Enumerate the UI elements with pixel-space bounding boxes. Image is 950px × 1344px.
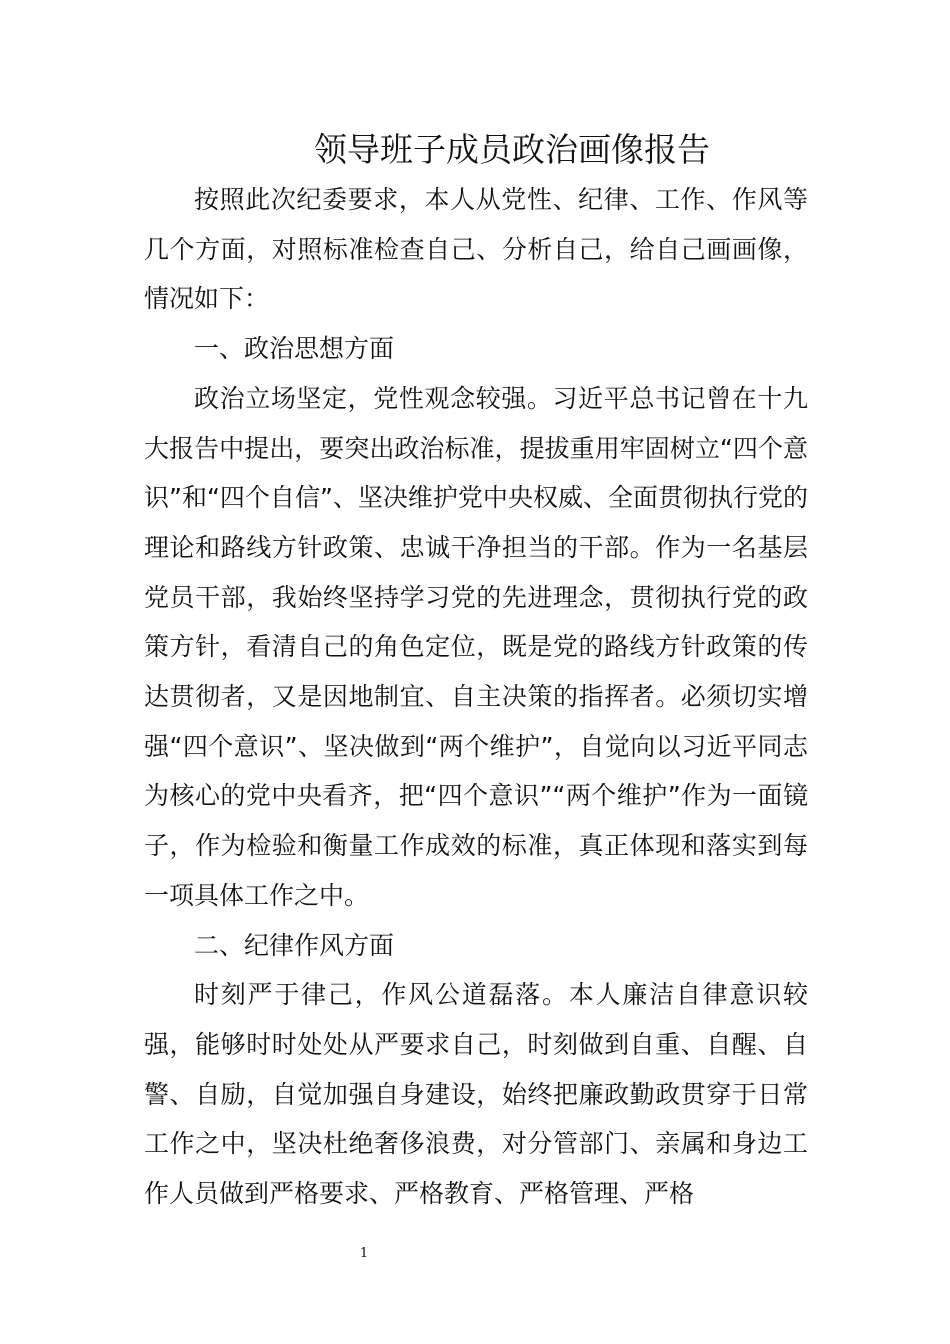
intro-paragraph: 按照此次纪委要求，本人从党性、纪律、工作、作风等几个方面，对照标准检查自己、分析自己，给自己画画像，情况如下：	[144, 185, 808, 314]
section-heading-political: 一、政治思想方面	[194, 334, 395, 364]
section-paragraph-political: 政治立场坚定，党性观念较强。习近平总书记曾在十九大报告中提出，要突出政治标准，提拔重用牢固树立“四个意识”和“四个自信”、坚决维护党中央权威、全面贯彻执行党的理论和路线方针政策、忠诚干净担当的干部。作为一名基层党员干部，我始终坚持学习党的先进理念，贯彻执行党的政策方针，看清自己的角色定位，既是党的路线方针政策的传达贯彻者，又是因地制宜、自主决策的指挥者。必须切实增强“四个意识”、坚决做到“两个维护”，自觉向以习近平同志为核心的党中央看齐，把“四个意识”“两个维护”作为一面镜子，作为检验和衡量工作成效的标准，真正体现和落实到每一项具体工作之中。	[144, 383, 808, 910]
document-body	[144, 175, 808, 1219]
section-paragraph-discipline: 时刻严于律己，作风公道磊落。本人廉洁自律意识较强，能够时时处处从严要求自己，时刻做到自重、自醒、自警、自励，自觉加强自身建设，始终把廉政勤政贯穿于日常工作之中，坚决杜绝奢侈浪费，对分管部门、亲属和身边工作人员做到严格要求、严格教育、严格管理、严格	[144, 980, 808, 1209]
page-number: 1	[359, 1246, 369, 1261]
document-title: 领导班子成员政治画像报告	[314, 130, 710, 169]
section-heading-discipline: 二、纪律作风方面	[194, 930, 395, 960]
